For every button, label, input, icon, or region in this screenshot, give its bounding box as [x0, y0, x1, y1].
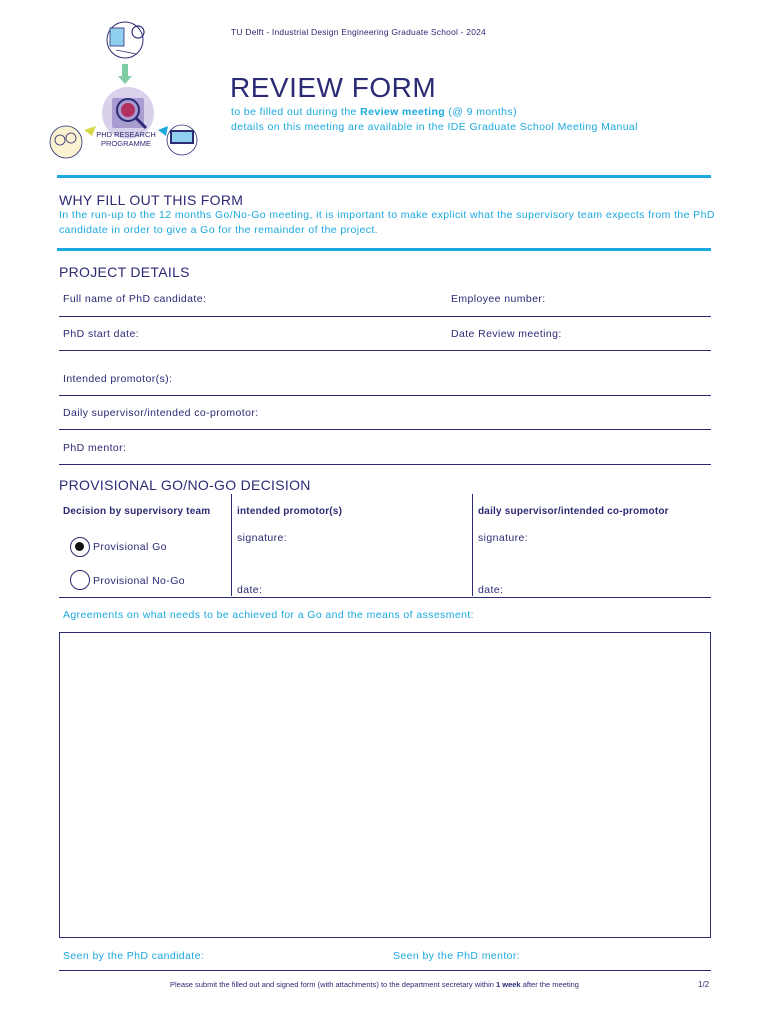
- why-text-1: In the run-up to the 12 months Go/No-Go meeting, it is important to make explicit what the supervisory team expects from the PhD: [59, 209, 715, 221]
- provisional-nogo-label[interactable]: Provisional No-Go: [93, 575, 185, 587]
- decision-col-2-header: intended promotor(s): [237, 506, 343, 517]
- decision-col-1-header: Decision by supervisory team: [63, 506, 211, 517]
- logo-label-line2: PROGRAMME: [100, 139, 151, 148]
- divider-project: [57, 248, 711, 251]
- footer-prefix: Please submit the filled out and signed form (with attachments) to the department secretary within: [170, 980, 496, 989]
- decision-divider-1: [231, 494, 232, 596]
- review-date-field[interactable]: Date Review meeting:: [451, 328, 562, 340]
- footer-bold: 1 week: [496, 980, 521, 989]
- page-number: 1/2: [698, 980, 710, 989]
- agreements-label: Agreements on what needs to be achieved for a Go and the means of assesment:: [63, 609, 474, 621]
- decision-heading: PROVISIONAL GO/NO-GO DECISION: [59, 477, 311, 493]
- provisional-go-label[interactable]: Provisional Go: [93, 541, 167, 553]
- page-title: REVIEW FORM: [230, 72, 437, 103]
- why-heading: WHY FILL OUT THIS FORM: [59, 192, 244, 208]
- line-footer: [59, 970, 711, 971]
- supervisor-signature-field[interactable]: signature:: [478, 532, 529, 544]
- promotors-field[interactable]: Intended promotor(s):: [63, 373, 173, 385]
- line-row-2: [59, 350, 711, 351]
- subtitle-bold: Review meeting: [360, 106, 446, 118]
- decision-col-3-header: daily supervisor/intended co-promotor: [478, 506, 669, 517]
- project-heading: PROJECT DETAILS: [59, 264, 190, 280]
- subtitle-line-1: [231, 106, 517, 118]
- footer-note: [170, 980, 579, 989]
- line-decision-bottom: [59, 597, 711, 598]
- radio-selected-dot: [75, 542, 84, 551]
- logo-label: [84, 130, 168, 148]
- radio-provisional-go[interactable]: [70, 537, 90, 557]
- start-date-field[interactable]: PhD start date:: [63, 328, 140, 340]
- divider-why: [57, 175, 711, 178]
- subtitle-line-2: details on this meeting are available in the IDE Graduate School Meeting Manual: [231, 121, 638, 133]
- line-row-4: [59, 429, 711, 430]
- subtitle-suffix: (@ 9 months): [445, 106, 517, 118]
- line-row-3: [59, 395, 711, 396]
- seen-by-candidate[interactable]: Seen by the PhD candidate:: [63, 950, 205, 962]
- agreements-textarea[interactable]: [59, 632, 711, 938]
- promotor-signature-field[interactable]: signature:: [237, 532, 288, 544]
- header-top-line: TU Delft - Industrial Design Engineering Graduate School - 2024: [231, 27, 486, 37]
- seen-by-mentor[interactable]: Seen by the PhD mentor:: [393, 950, 521, 962]
- promotor-date-field[interactable]: date:: [237, 584, 263, 596]
- line-row-1: [59, 316, 711, 317]
- employee-number-field[interactable]: Employee number:: [451, 293, 546, 305]
- full-name-field[interactable]: Full name of PhD candidate:: [63, 293, 207, 305]
- subtitle-prefix: to be filled out during the: [231, 106, 361, 118]
- mentor-field[interactable]: PhD mentor:: [63, 442, 127, 454]
- supervisor-date-field[interactable]: date:: [478, 584, 504, 596]
- radio-provisional-nogo[interactable]: [70, 570, 90, 590]
- daily-supervisor-field[interactable]: Daily supervisor/intended co-promotor:: [63, 407, 259, 419]
- footer-suffix: after the meeting: [520, 980, 579, 989]
- why-text-2: candidate in order to give a Go for the remainder of the project.: [59, 224, 378, 236]
- decision-divider-2: [472, 494, 473, 596]
- line-row-5: [59, 464, 711, 465]
- logo-label-line1: PHD RESEARCH: [96, 130, 156, 139]
